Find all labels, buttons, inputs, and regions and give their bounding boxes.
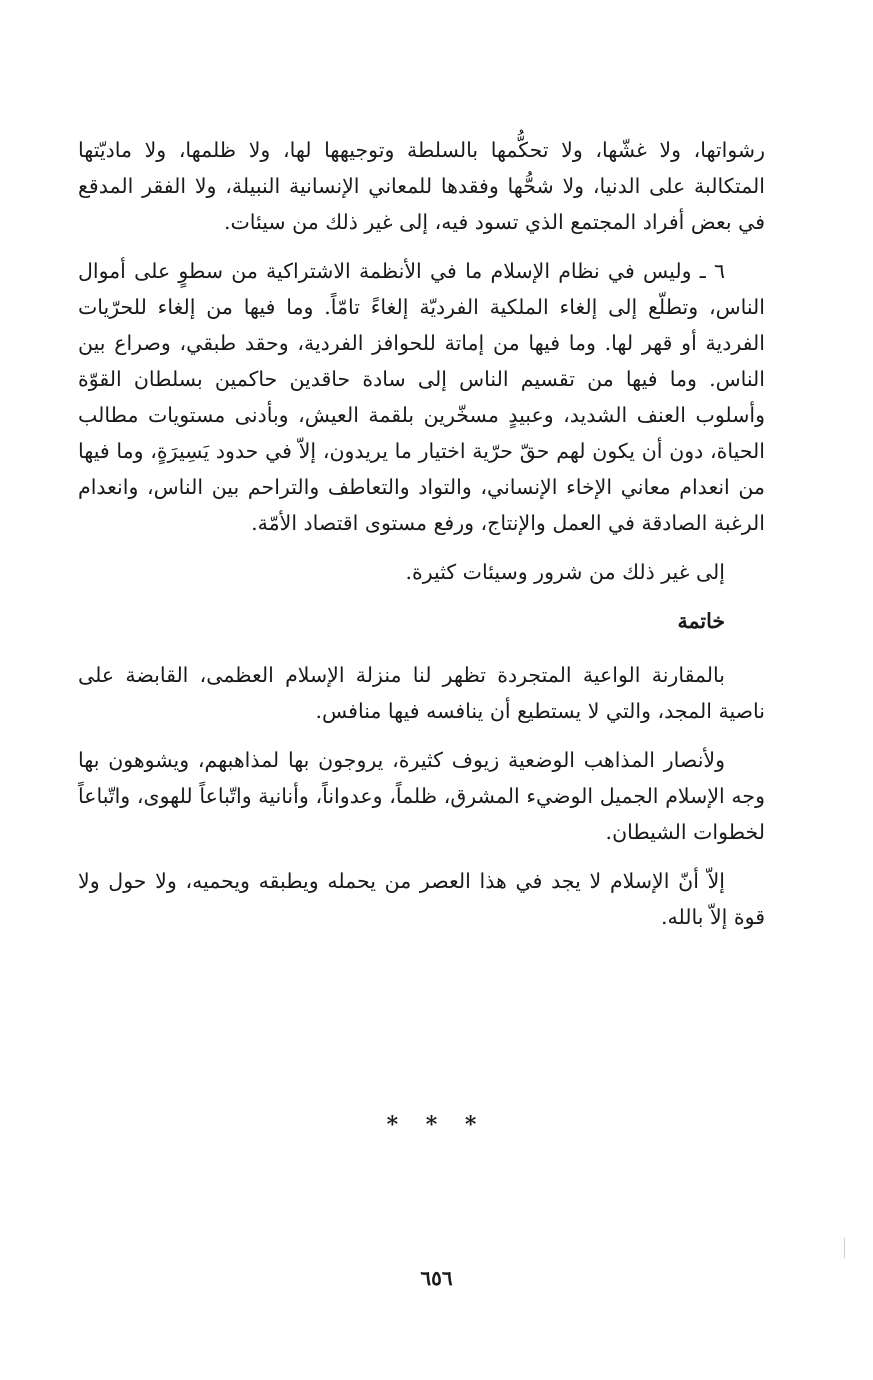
paragraph-comparison: بالمقارنة الواعية المتجردة تظهر لنا منزلة الإسلام العظمى، القابضة على ناصية المجد، والتي لا يستطيع أن ينافسه فيها منافس. [78, 663, 765, 723]
paragraph-point-6: ٦ ـ وليس في نظام الإسلام ما في الأنظمة الاشتراكية من سطوٍ على أموال الناس، وتطلّع إلى إلغاء الملكية الفرديّة إلغاءً تامّاً. وما فيها من إلغاء للحرّيات الفردية أو قهر لها. وما فيها من إماتة للحوافز الفردية، وحقد طبقي، وصراع بين الناس. وما فيها من تقسيم الناس إلى سادة حاقدين حاكمين بسلطان القوّة وأسلوب العنف الشديد، وعبيدٍ مسخّرين بلقمة العيش، وبأدنى مستويات مطالب الحياة، دون أن يكون لهم حقّ حرّية اختيار ما يريدون، إلاّ في حدود يَسِيرَةٍ، وما فيها من انعدام معاني الإخاء الإنساني، والتواد والتعاطف والتراحم بين الناس، وانعدام الرغبة الصادقة في العمل والإنتاج، ورفع مستوى اقتصاد الأمّة. [78, 259, 765, 535]
page-body [78, 132, 765, 948]
paragraph-continuation: رشواتها، ولا غشّها، ولا تحكُّمها بالسلطة وتوجيهها لها، ولا ظلمها، ولا ماديّتها المتكالبة على الدنيا، ولا شحُّها وفقدها للمعاني الإنسانية النبيلة، ولا الفقر المدقع في بعض أفراد المجتمع الذي تسود فيه، إلى غير ذلك من سيئات. [78, 138, 765, 234]
section-heading: خاتمة [677, 609, 725, 633]
paragraph-other-evils: إلى غير ذلك من شرور وسيئات كثيرة. [405, 560, 725, 584]
section-separator: * * * [386, 1112, 487, 1138]
scan-edge-mark [844, 1238, 845, 1258]
paragraph-supporters: ولأنصار المذاهب الوضعية زيوف كثيرة، يروجون بها لمذاهبهم، ويشوهون بها وجه الإسلام الجميل الوضيء المشرق، ظلماً، وعدواناً، وأنانية واتّباعاً للهوى، واتّباعاً لخطوات الشيطان. [78, 748, 765, 844]
paragraph-conclusion: إلاّ أنّ الإسلام لا يجد في هذا العصر من يحمله ويطبقه ويحميه، ولا حول ولا قوة إلاّ بالله. [78, 869, 765, 929]
page-number: ٦٥٦ [420, 1266, 453, 1290]
